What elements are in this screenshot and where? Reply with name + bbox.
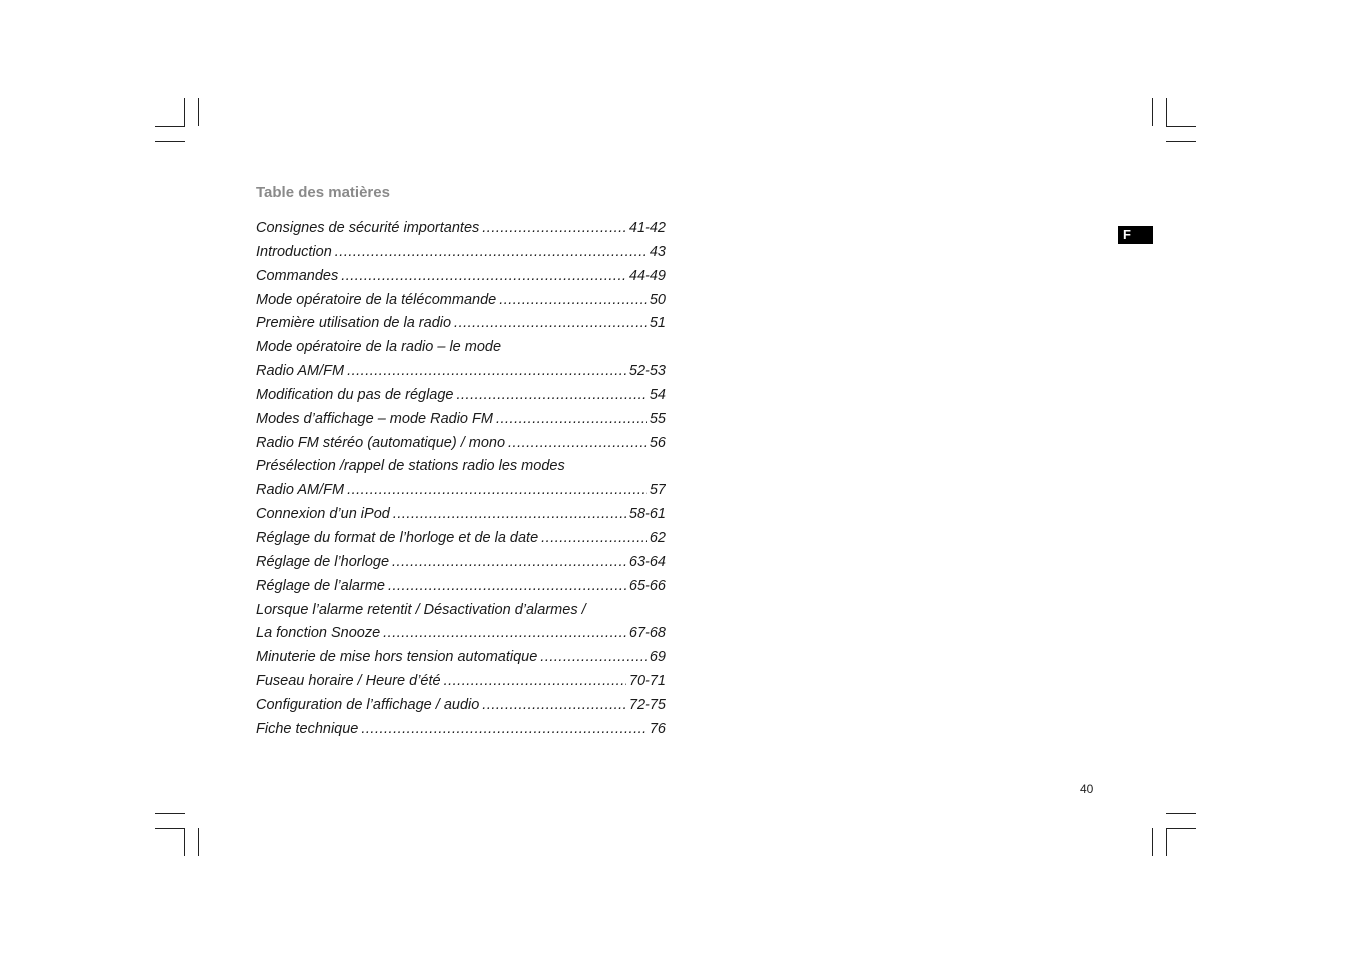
crop-mark bbox=[1166, 141, 1196, 142]
toc-entry-pages: 52-53 bbox=[628, 363, 666, 380]
toc-entry-pages: 56 bbox=[649, 434, 666, 451]
toc-dot-leader bbox=[388, 578, 626, 594]
crop-mark bbox=[198, 98, 199, 126]
toc-dot-leader bbox=[335, 244, 647, 260]
toc-entry-pages: 72-75 bbox=[628, 696, 666, 713]
toc-entry-title: Première utilisation de la radio bbox=[256, 315, 452, 332]
toc-entry-title: Mode opératoire de la télécommande bbox=[256, 291, 497, 308]
toc-entry bbox=[256, 244, 666, 268]
page-title: Table des matières bbox=[256, 184, 390, 201]
toc-entry bbox=[256, 721, 666, 745]
toc-dot-leader bbox=[347, 482, 647, 498]
crop-mark bbox=[198, 828, 199, 856]
toc-entry-pages: 41-42 bbox=[628, 220, 666, 236]
crop-mark bbox=[155, 126, 185, 127]
toc-dot-leader bbox=[383, 625, 626, 641]
toc-entry bbox=[256, 602, 666, 626]
toc-dot-leader bbox=[347, 363, 626, 379]
toc-entry-title: Configuration de l’affichage / audio bbox=[256, 696, 480, 713]
toc-entry-pages: 58-61 bbox=[628, 506, 666, 523]
language-badge: F bbox=[1118, 226, 1153, 244]
toc-entry-pages: 43 bbox=[649, 243, 666, 260]
toc-entry bbox=[256, 220, 666, 244]
crop-mark bbox=[1166, 828, 1196, 829]
toc-entry bbox=[256, 482, 666, 506]
toc-entry bbox=[256, 697, 666, 721]
toc-dot-leader bbox=[499, 292, 647, 308]
toc-dot-leader bbox=[540, 649, 647, 665]
toc-entry-title: Réglage du format de l’horloge et de la date bbox=[256, 529, 539, 546]
toc-entry-pages: 51 bbox=[649, 315, 666, 332]
toc-entry-title: Réglage de l’horloge bbox=[256, 553, 390, 570]
toc-entry-title: Modes d’affichage – mode Radio FM bbox=[256, 410, 493, 427]
toc-entry-title: Minuterie de mise hors tension automatique bbox=[256, 649, 538, 666]
toc-entry bbox=[256, 530, 666, 554]
toc-entry bbox=[256, 339, 666, 363]
toc-dot-leader bbox=[392, 554, 626, 570]
toc-entry-pages: 76 bbox=[649, 720, 666, 737]
page-number: 40 bbox=[1080, 782, 1094, 796]
toc-dot-leader bbox=[508, 435, 647, 451]
toc-dot-leader bbox=[454, 315, 647, 331]
toc-entry-title: Mode opératoire de la radio – le mode bbox=[256, 339, 502, 356]
toc-dot-leader bbox=[482, 697, 626, 713]
toc-dot-leader bbox=[444, 673, 626, 689]
toc-entry bbox=[256, 458, 666, 482]
toc-entry-pages: 63-64 bbox=[628, 553, 666, 570]
crop-mark bbox=[184, 98, 185, 126]
crop-mark bbox=[1152, 98, 1153, 126]
toc-entry-pages: 67-68 bbox=[628, 625, 666, 642]
crop-mark bbox=[155, 813, 185, 814]
toc-entry-pages: 55 bbox=[649, 410, 666, 427]
toc-entry-title: Introduction bbox=[256, 243, 332, 260]
toc-entry-pages: 44-49 bbox=[628, 267, 666, 284]
toc-entry-pages: 62 bbox=[649, 529, 666, 546]
toc-entry-title: Radio AM/FM bbox=[256, 363, 345, 380]
toc-entry-title: Radio AM/FM bbox=[256, 482, 345, 499]
toc-entry bbox=[256, 411, 666, 435]
toc-dot-leader bbox=[496, 411, 647, 427]
toc-entry-pages: 50 bbox=[649, 291, 666, 308]
toc-dot-leader bbox=[541, 530, 647, 546]
toc-entry bbox=[256, 268, 666, 292]
toc-entry bbox=[256, 363, 666, 387]
toc-entry-pages: 69 bbox=[649, 649, 666, 666]
toc-dot-leader bbox=[457, 387, 647, 403]
toc-entry-title: Réglage de l’alarme bbox=[256, 577, 385, 594]
toc-dot-leader bbox=[361, 721, 646, 737]
toc-entry bbox=[256, 315, 666, 339]
crop-mark bbox=[155, 828, 185, 829]
toc-entry-title: Consignes de sécurité importantes bbox=[256, 220, 480, 236]
toc-entry-title: La fonction Snooze bbox=[256, 625, 381, 642]
toc-entry bbox=[256, 625, 666, 649]
toc-dot-leader bbox=[482, 220, 626, 236]
crop-mark bbox=[1166, 98, 1167, 126]
toc-entry bbox=[256, 554, 666, 578]
toc-dot-leader bbox=[393, 506, 626, 522]
toc-entry bbox=[256, 506, 666, 530]
toc-entry-pages: 54 bbox=[649, 386, 666, 403]
toc-entry-title: Commandes bbox=[256, 267, 339, 284]
toc-entry bbox=[256, 435, 666, 459]
toc-entry bbox=[256, 387, 666, 411]
toc-entry bbox=[256, 578, 666, 602]
toc-entry-title: Radio FM stéréo (automatique) / mono bbox=[256, 434, 506, 451]
toc-entry-title: Fiche technique bbox=[256, 720, 359, 737]
toc-entry-title: Fuseau horaire / Heure d’été bbox=[256, 673, 441, 690]
toc-entry bbox=[256, 649, 666, 673]
crop-mark bbox=[1166, 126, 1196, 127]
crop-mark bbox=[155, 141, 185, 142]
toc-entry-pages: 57 bbox=[649, 482, 666, 499]
toc-entry-pages: 70-71 bbox=[628, 673, 666, 690]
toc-entry-title: Présélection /rappel de stations radio les modes bbox=[256, 458, 565, 475]
table-of-contents bbox=[256, 220, 666, 745]
toc-dot-leader bbox=[341, 268, 626, 284]
crop-mark bbox=[1166, 813, 1196, 814]
crop-mark bbox=[184, 828, 185, 856]
toc-entry-pages: 65-66 bbox=[628, 577, 666, 594]
crop-mark bbox=[1166, 828, 1167, 856]
toc-entry-title: Connexion d’un iPod bbox=[256, 506, 390, 523]
toc-entry-title: Modification du pas de réglage bbox=[256, 386, 454, 403]
toc-entry-title: Lorsque l’alarme retentit / Désactivation d’alarmes / bbox=[256, 601, 586, 618]
toc-entry bbox=[256, 673, 666, 697]
crop-mark bbox=[1152, 828, 1153, 856]
toc-entry bbox=[256, 292, 666, 316]
